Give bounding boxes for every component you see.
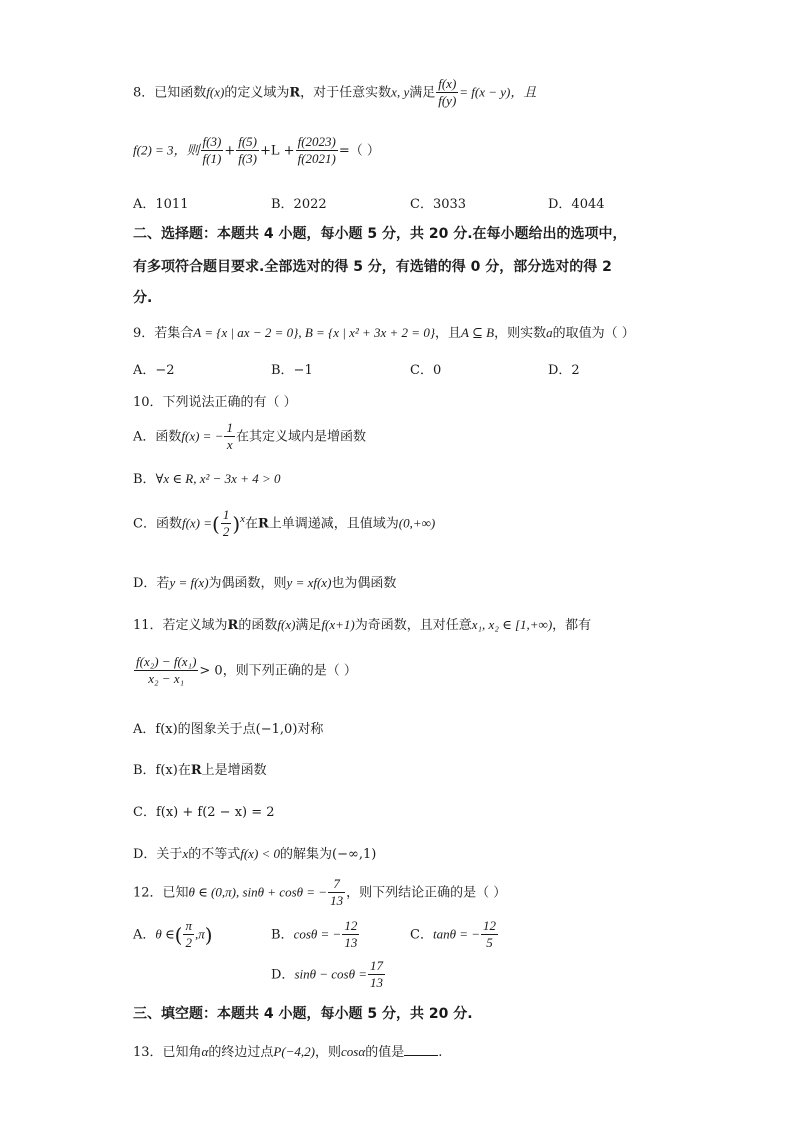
q8-term1-num: f(3) bbox=[201, 134, 224, 151]
q9-option-b[interactable]: B．−1 bbox=[271, 363, 313, 378]
section2-line3: 分. bbox=[133, 290, 153, 306]
q10-c-frac bbox=[221, 507, 232, 541]
q8-term3-den: f(2021) bbox=[297, 151, 336, 167]
q10-a-num: 1 bbox=[224, 420, 235, 437]
q12-stem bbox=[133, 876, 506, 910]
q11-option-b[interactable] bbox=[133, 759, 267, 778]
q12-den: 13 bbox=[330, 893, 344, 909]
q12-a-num: π bbox=[183, 918, 194, 935]
q10-d-text: 为偶函数，则 bbox=[208, 576, 287, 591]
q9-option-c[interactable]: C．0 bbox=[410, 363, 442, 378]
q12-a-post: ,π bbox=[194, 926, 205, 942]
q10-a-label: A．函数 bbox=[133, 429, 182, 445]
q13-text: . bbox=[438, 1045, 443, 1060]
q11-option-c[interactable]: C．f(x) + f(2 − x) = 2 bbox=[133, 805, 275, 820]
q8-line1 bbox=[133, 76, 536, 110]
q8-text: ，对于任意实数 bbox=[300, 85, 392, 101]
q10-d-math1: y = f(x) bbox=[169, 575, 209, 590]
q11-text: ，都有 bbox=[552, 618, 592, 633]
q8-term3 bbox=[296, 134, 338, 168]
q11-text: 满足 bbox=[295, 618, 322, 633]
q8-term2-den: f(3) bbox=[238, 151, 258, 167]
q11-text: 为奇函数，且对任意 bbox=[354, 618, 472, 633]
q11-d-x: x bbox=[182, 846, 189, 861]
q12-num: 7 bbox=[328, 876, 345, 893]
q10-a-den: x bbox=[226, 437, 233, 453]
q12-c-num: 12 bbox=[481, 918, 498, 935]
q8-fraction bbox=[436, 76, 458, 110]
q8-R: R bbox=[289, 85, 301, 101]
q10-b-label: B． bbox=[133, 472, 156, 487]
q12-option-c[interactable] bbox=[410, 918, 499, 952]
q10-c-num: 1 bbox=[221, 507, 232, 524]
q13-answer-blank[interactable] bbox=[404, 1043, 438, 1056]
q11-fx1: f(x+1) bbox=[321, 617, 355, 632]
q9-sets: A = {x | ax − 2 = 0}, B = {x | x² + 3x + 2 = 0} bbox=[193, 325, 436, 340]
q8-end: =（ ） bbox=[338, 143, 380, 159]
section3-heading: 三、填空题：本题共 4 小题，每小题 5 分，共 20 分. bbox=[133, 1006, 473, 1022]
q11-stem-line2 bbox=[133, 654, 357, 688]
q12-a-frac bbox=[183, 918, 194, 952]
q8-term1-den: f(1) bbox=[202, 151, 222, 167]
q12-a-label: A． bbox=[133, 927, 156, 943]
q13-stem bbox=[133, 1041, 442, 1060]
q10-c-text: 在 bbox=[244, 516, 258, 532]
q9-alpha: a bbox=[546, 325, 553, 340]
q10-option-b[interactable] bbox=[133, 468, 281, 487]
q8-cond: f(2) = 3，则 bbox=[133, 142, 200, 158]
q8-option-c[interactable]: C．3033 bbox=[410, 197, 467, 212]
q12-option-a[interactable] bbox=[133, 918, 213, 952]
q8-term1 bbox=[201, 134, 224, 168]
q10-c-range: (0,+∞) bbox=[398, 515, 436, 531]
q11-fx: f(x) bbox=[277, 617, 296, 632]
q9-stem bbox=[133, 322, 635, 341]
q12-b-label: B． bbox=[271, 927, 294, 943]
q8-frac-num: f(x) bbox=[436, 76, 458, 93]
q8-option-a[interactable]: A．1011 bbox=[133, 197, 189, 212]
q10-c-text: 上单调递减，且值域为 bbox=[268, 516, 399, 532]
q11-frac bbox=[134, 654, 198, 688]
q9-text: ，则实数 bbox=[494, 326, 547, 341]
q12-d-num: 17 bbox=[368, 958, 385, 975]
q12-b-num: 12 bbox=[342, 918, 359, 935]
q12-frac bbox=[328, 876, 345, 910]
q11-frac-num: f(x₂) − f(x₁) bbox=[134, 654, 198, 671]
q10-a-fx: f(x) = − bbox=[181, 428, 224, 444]
q10-c-rparen: ) bbox=[232, 511, 241, 536]
q10-c-den: 2 bbox=[222, 524, 230, 540]
q11-d-text: 的不等式 bbox=[188, 847, 241, 862]
q12-text: 12．已知 bbox=[133, 885, 189, 901]
q12-a-rparen: ) bbox=[204, 922, 213, 947]
q12-d-frac bbox=[368, 958, 385, 992]
q12-a-theta: θ ∈ bbox=[155, 926, 175, 942]
q9-text: 9．若集合 bbox=[133, 326, 194, 341]
q10-a-frac bbox=[224, 420, 235, 454]
q8-term2-num: f(5) bbox=[236, 134, 259, 151]
q11-b-text: 上是增函数 bbox=[201, 763, 267, 778]
q12-d-label: D． bbox=[271, 967, 295, 983]
q10-d-math2: y = xf(x) bbox=[286, 575, 332, 590]
q10-a-text: 在其定义域内是增函数 bbox=[235, 429, 366, 445]
q11-option-d[interactable] bbox=[133, 843, 376, 862]
q10-c-label: C．函数 bbox=[133, 516, 182, 532]
q8-text: 满足 bbox=[409, 85, 436, 101]
q12-c-frac bbox=[481, 918, 498, 952]
q13-text: ，则 bbox=[315, 1045, 342, 1060]
q12-cond: θ ∈ (0,π), sinθ + cosθ = − bbox=[188, 884, 328, 900]
q11-frac-den: x₂ − x₁ bbox=[148, 671, 185, 687]
q12-d-math: sinθ − cosθ = bbox=[294, 966, 368, 982]
q10-option-c[interactable] bbox=[133, 507, 435, 541]
q8-xy: x, y bbox=[391, 84, 410, 100]
q11-text: 的函数 bbox=[238, 618, 278, 633]
q12-option-b[interactable] bbox=[271, 918, 360, 952]
q11-x12: x₁, x₂ ∈ [1,+∞) bbox=[471, 617, 553, 632]
q11-b-text: B．f(x)在 bbox=[133, 763, 191, 778]
q13-alpha: α bbox=[201, 1044, 209, 1059]
q11-stem-line1 bbox=[133, 614, 591, 633]
q8-text: 8．已知函数 bbox=[133, 85, 207, 101]
q13-text: 的终边过点 bbox=[208, 1045, 274, 1060]
q12-b-frac bbox=[342, 918, 359, 952]
q13-text: 的值是 bbox=[365, 1045, 405, 1060]
q8-term2 bbox=[236, 134, 259, 168]
q11-text: 11．若定义域为 bbox=[133, 618, 228, 633]
q10-c-exp: x bbox=[240, 512, 245, 525]
q13-text: 13．已知角 bbox=[133, 1045, 202, 1060]
q12-b-math: cosθ = − bbox=[293, 926, 342, 942]
q10-b-math: ∀x ∈ R, x² − 3x + 4 > 0 bbox=[155, 471, 281, 486]
q8-rhs: = f(x − y)，且 bbox=[459, 84, 537, 100]
q12-c-label: C． bbox=[410, 927, 433, 943]
q11-d-ineq: f(x) < 0 bbox=[240, 846, 281, 861]
q9-text: ，且 bbox=[435, 326, 462, 341]
q10-c-R: R bbox=[257, 516, 269, 532]
q12-c-den: 5 bbox=[486, 935, 493, 951]
q12-b-den: 13 bbox=[344, 935, 358, 951]
q11-text: > 0，则下列正确的是（ ） bbox=[199, 663, 357, 679]
q10-d-label: D．若 bbox=[133, 576, 170, 591]
q9-option-d[interactable]: D．2 bbox=[548, 363, 580, 378]
q12-c-math: tanθ = − bbox=[432, 926, 480, 942]
q12-text: ，则下列结论正确的是（ ） bbox=[346, 885, 507, 901]
q8-term3-num: f(2023) bbox=[296, 134, 338, 151]
q8-line2: f(2) = 3，则 $\frac{f(3)}{f(1)}$ + $\frac{f(5)}{f(3)}$ +L + $\frac{f(2023)}{f(2021)}$ =（ ） bbox=[133, 134, 380, 167]
q12-d-den: 13 bbox=[370, 975, 384, 991]
q11-R: R bbox=[227, 618, 239, 633]
q10-d-text: 也为偶函数 bbox=[331, 576, 397, 591]
q9-subset: A ⊆ B bbox=[461, 325, 495, 340]
q10-option-a[interactable] bbox=[133, 420, 366, 454]
q10-option-d[interactable] bbox=[133, 572, 396, 591]
q10-c-fx: f(x) = bbox=[181, 515, 213, 531]
q11-d-text: 的解集为(−∞,1) bbox=[280, 847, 377, 862]
q10-stem: 10．下列说法正确的有（ ） bbox=[133, 395, 297, 410]
q13-point: P(−4,2) bbox=[273, 1044, 316, 1059]
q9-option-a[interactable]: A．−2 bbox=[133, 363, 175, 378]
q9-text: 的取值为（ ） bbox=[552, 326, 635, 341]
q12-a-lparen: ( bbox=[174, 922, 183, 947]
q13-cos: cosα bbox=[341, 1044, 366, 1059]
q8-option-d[interactable]: D．4044 bbox=[548, 197, 605, 212]
q10-c-lparen: ( bbox=[212, 511, 220, 536]
q8-text: 的定义域为 bbox=[224, 85, 290, 101]
q8-option-b[interactable]: B．2022 bbox=[271, 197, 327, 212]
q11-d-text: D．关于 bbox=[133, 847, 183, 862]
q8-fx: f(x) bbox=[206, 84, 225, 100]
section2-line2: 有多项符合题目要求.全部选对的得 5 分，有选错的得 0 分，部分选对的得 2 bbox=[133, 259, 612, 275]
q8-frac-den: f(y) bbox=[438, 93, 457, 109]
q12-a-den: 2 bbox=[185, 935, 192, 951]
q12-option-d[interactable] bbox=[271, 958, 386, 992]
q11-option-a[interactable]: A．f(x)的图象关于点(−1,0)对称 bbox=[133, 722, 324, 737]
section2-line1: 二、选择题：本题共 4 小题，每小题 5 分，共 20 分.在每小题给出的选项中， bbox=[133, 226, 627, 242]
q8-dots: +L + bbox=[260, 143, 295, 159]
q11-b-R: R bbox=[190, 763, 202, 778]
